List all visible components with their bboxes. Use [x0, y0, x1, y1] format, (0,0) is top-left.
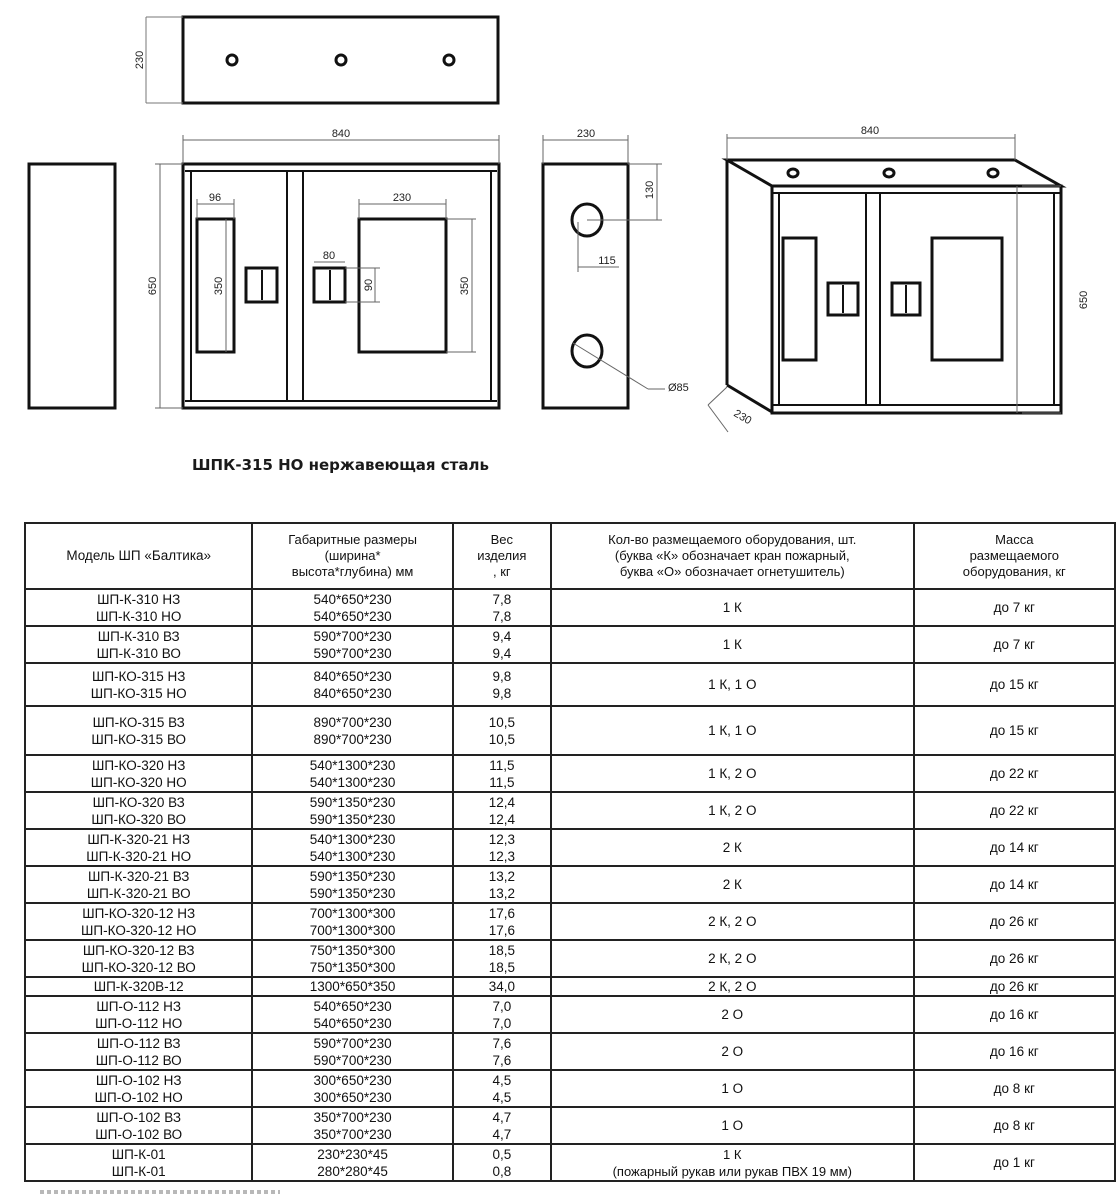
table-row: [25, 1070, 1115, 1107]
model-cell: [25, 706, 252, 755]
equipment-cell-value: 2 О: [721, 1044, 744, 1059]
equipment-cell-value: 1 К: [723, 1146, 742, 1162]
mass-cell: до 22 кг: [914, 755, 1115, 792]
model-cell: [25, 977, 252, 996]
equipment-cell: [551, 866, 914, 903]
model-cell: [25, 1070, 252, 1107]
front-width-label: 840: [331, 128, 351, 140]
model-cell-value: ШП-О-102 НЗ: [95, 1072, 182, 1088]
equipment-cell: [551, 663, 914, 706]
side-depth-label: 230: [576, 128, 596, 140]
weight-cell: [453, 1033, 551, 1070]
dimensions-cell: [252, 589, 452, 626]
weight-cell-value: 13,2: [488, 868, 515, 884]
model-cell-value: ШП-О-112 НО: [95, 1015, 183, 1031]
header-equipment-line: (буква «К» обозначает кран пожарный,: [614, 548, 850, 563]
dimensions-cell-value: 750*1350*300: [309, 942, 396, 958]
weight-cell-value: 7,6: [492, 1035, 512, 1051]
equipment-cell: [551, 589, 914, 626]
dimensions-cell: [252, 996, 452, 1033]
dimensions-cell: [252, 866, 452, 903]
dimensions-cell-value: 890*700*230: [313, 731, 392, 747]
weight-cell-value: 18,5: [488, 942, 515, 958]
weight-cell: [453, 706, 551, 755]
header-model-text: Модель ШП «Балтика»: [66, 548, 212, 563]
dimensions-cell-value: 300*650*230: [313, 1089, 392, 1105]
weight-cell: [453, 1144, 551, 1181]
model-cell-value: ШП-О-112 ВЗ: [96, 1035, 181, 1051]
dimensions-cell-value: 540*650*230: [313, 1015, 392, 1031]
table-row: [25, 755, 1115, 792]
dimensions-cell-value: 840*650*230: [313, 685, 392, 701]
model-cell-value: ШП-К-320-21 НЗ: [87, 831, 191, 847]
header-mass-line: Масса: [995, 532, 1034, 547]
model-cell-value: ШП-К-310 НО: [95, 608, 182, 624]
model-cell-value: ШП-К-320-21 ВЗ: [87, 868, 190, 884]
equipment-cell-value: 1 К, 2 О: [708, 766, 757, 781]
table-row: [25, 706, 1115, 755]
dimensions-cell-value: 700*1300*300: [309, 922, 396, 938]
table-row: [25, 829, 1115, 866]
model-cell-value: ШП-К-310 НЗ: [97, 591, 181, 607]
model-cell-value: ШП-КО-320 НО: [90, 774, 187, 790]
weight-cell-value: 10,5: [488, 714, 515, 730]
model-cell-value: ШП-К-01: [111, 1146, 166, 1162]
model-cell-value: ШП-К-320-21 НО: [86, 848, 192, 864]
weight-cell-value: 9,8: [492, 685, 512, 701]
mass-cell: до 16 кг: [914, 1033, 1115, 1070]
dimensions-cell: [252, 940, 452, 977]
weight-cell-value: 7,6: [492, 1052, 512, 1068]
hole-offset-side-label: 115: [598, 255, 616, 267]
dimensions-cell: [252, 1033, 452, 1070]
weight-cell-value: 4,5: [492, 1089, 512, 1105]
table-row: [25, 977, 1115, 996]
dimensions-cell-value: 540*650*230: [313, 998, 392, 1014]
weight-cell-value: 11,5: [489, 774, 515, 790]
right-window-width-label: 230: [392, 192, 412, 204]
mass-cell: до 26 кг: [914, 903, 1115, 940]
equipment-cell: [551, 977, 914, 996]
model-cell: [25, 626, 252, 663]
handle-height-label: 90: [363, 278, 375, 292]
mass-cell: до 8 кг: [914, 1107, 1115, 1144]
mass-cell: до 16 кг: [914, 996, 1115, 1033]
front-height-label: 650: [147, 276, 159, 296]
weight-cell-value: 10,5: [488, 731, 515, 747]
equipment-cell: [551, 792, 914, 829]
mass-cell: до 7 кг: [914, 589, 1115, 626]
model-cell-value: ШП-К-310 ВЗ: [97, 628, 180, 644]
equipment-cell-value: 1 К: [722, 637, 742, 652]
equipment-cell-value: 2 К, 2 О: [708, 979, 757, 994]
weight-cell-value: 17,6: [488, 905, 515, 921]
model-cell: [25, 1033, 252, 1070]
dimensions-cell-value: 590*1350*230: [309, 885, 396, 901]
header-mass-line: размещаемого: [969, 548, 1060, 563]
weight-cell: [453, 940, 551, 977]
dimensions-cell: [252, 1107, 452, 1144]
weight-cell: [453, 866, 551, 903]
equipment-cell: [551, 940, 914, 977]
equipment-cell-value: 1 О: [721, 1118, 744, 1133]
dimensions-cell-value: 590*700*230: [313, 645, 392, 661]
iso-height-label: 650: [1078, 290, 1090, 310]
model-cell: [25, 866, 252, 903]
model-cell-value: ШП-О-102 ВО: [95, 1126, 183, 1142]
dimensions-cell-value: 350*700*230: [313, 1109, 392, 1125]
dimensions-cell-value: 230*230*45: [317, 1146, 388, 1162]
weight-cell: [453, 626, 551, 663]
model-cell-value: ШП-КО-315 НЗ: [91, 668, 186, 684]
dimensions-cell-value: 590*700*230: [313, 628, 392, 644]
right-window-height-label: 350: [459, 276, 471, 296]
header-equipment-line: буква «О» обозначает огнетушитель): [619, 564, 845, 579]
model-cell-value: ШП-КО-320 НЗ: [91, 757, 186, 773]
dimensions-cell-value: 700*1300*300: [309, 905, 396, 921]
dimensions-cell-value: 590*1350*230: [309, 811, 396, 827]
model-cell: [25, 940, 252, 977]
equipment-cell-value: (пожарный рукав или рукав ПВХ 19 мм): [612, 1163, 852, 1179]
model-cell-value: ШП-КО-320-12 НО: [81, 922, 197, 938]
dimensions-cell-value: 300*650*230: [313, 1072, 392, 1088]
isometric-view: [708, 134, 1061, 432]
weight-cell-value: 0,8: [492, 1163, 512, 1179]
mass-cell: до 26 кг: [914, 940, 1115, 977]
model-cell-value: ШП-КО-320-12 ВО: [81, 959, 196, 975]
side-panel: [29, 164, 115, 408]
top-view-depth-label: 230: [134, 50, 146, 70]
model-cell-value: ШП-КО-320 ВО: [91, 811, 187, 827]
table-row: [25, 903, 1115, 940]
product-caption: ШПК-315 НО нержавеющая сталь: [192, 456, 489, 474]
equipment-cell-value: 1 О: [721, 1081, 744, 1096]
mass-cell: до 14 кг: [914, 866, 1115, 903]
table-row: [25, 996, 1115, 1033]
weight-cell-value: 18,5: [488, 959, 515, 975]
model-cell-value: ШП-КО-320-12 НЗ: [82, 905, 196, 921]
model-cell-value: ШП-О-102 НО: [94, 1089, 183, 1105]
weight-cell-value: 12,4: [488, 811, 515, 827]
equipment-cell-value: 1 К, 1 О: [708, 723, 757, 738]
model-cell: [25, 1107, 252, 1144]
weight-cell-value: 4,7: [492, 1126, 512, 1142]
spec-table: [24, 522, 1116, 1182]
dimensions-cell: [252, 829, 452, 866]
mass-cell: до 22 кг: [914, 792, 1115, 829]
hole-offset-top-label: 130: [644, 180, 656, 200]
mass-cell: до 8 кг: [914, 1070, 1115, 1107]
header-weight-line: , кг: [493, 564, 511, 579]
header-weight-line: Вес: [490, 532, 514, 547]
dimensions-cell-value: 890*700*230: [313, 714, 392, 730]
model-cell-value: ШП-О-102 ВЗ: [96, 1109, 181, 1125]
weight-cell: [453, 977, 551, 996]
iso-depth-label: 230: [731, 407, 754, 428]
weight-cell: [453, 1070, 551, 1107]
weight-cell-value: 12,3: [488, 848, 515, 864]
table-row: [25, 589, 1115, 626]
table-row: [25, 940, 1115, 977]
weight-cell-value: 13,2: [488, 885, 515, 901]
equipment-cell-value: 2 О: [721, 1007, 744, 1022]
equipment-cell: [551, 626, 914, 663]
equipment-cell-value: 2 К: [722, 877, 742, 892]
mass-cell: до 26 кг: [914, 977, 1115, 996]
hole-diameter-label: Ø85: [668, 382, 689, 394]
equipment-cell: [551, 996, 914, 1033]
header-dimensions-line: высота*глубина) мм: [291, 564, 414, 579]
model-cell-value: ШП-КО-320-12 ВЗ: [82, 942, 195, 958]
dimensions-cell: [252, 663, 452, 706]
table-row: [25, 1033, 1115, 1070]
table-header-row: [25, 523, 1115, 589]
model-cell: [25, 792, 252, 829]
dimensions-cell-value: 540*1300*230: [309, 831, 396, 847]
mass-cell: до 1 кг: [914, 1144, 1115, 1181]
equipment-cell-value: 1 К: [722, 600, 742, 615]
left-window-width-label: 96: [208, 192, 222, 204]
side-view: [543, 135, 665, 408]
handle-width-label: 80: [322, 250, 336, 262]
dimensions-cell: [252, 977, 452, 996]
model-cell-value: ШП-О-112 НЗ: [96, 998, 182, 1014]
model-cell-value: ШП-К-320-21 ВО: [86, 885, 191, 901]
equipment-cell: [551, 1107, 914, 1144]
weight-cell-value: 11,5: [489, 757, 515, 773]
mass-cell: до 15 кг: [914, 663, 1115, 706]
header-dimensions-line: (ширина*: [324, 548, 381, 563]
equipment-cell-value: 1 К, 2 О: [708, 803, 757, 818]
model-cell-value: ШП-КО-315 ВЗ: [92, 714, 185, 730]
dimensions-cell-value: 590*1350*230: [309, 868, 396, 884]
model-cell-value: ШП-К-01: [111, 1163, 166, 1179]
weight-cell-value: 17,6: [488, 922, 515, 938]
weight-cell-value: 7,8: [492, 608, 512, 624]
equipment-cell: [551, 829, 914, 866]
header-equipment-line: Кол-во размещаемого оборудования, шт.: [608, 532, 857, 547]
equipment-cell: [551, 1070, 914, 1107]
left-window-height-label: 350: [213, 276, 225, 296]
dimensions-cell: [252, 792, 452, 829]
table-row: [25, 792, 1115, 829]
equipment-cell-value: 2 К: [722, 840, 742, 855]
header-weight-line: изделия: [477, 548, 527, 563]
dimensions-cell-value: 540*1300*230: [309, 774, 396, 790]
header-model: [25, 523, 252, 589]
dimensions-cell-value: 750*1350*300: [309, 959, 396, 975]
weight-cell: [453, 829, 551, 866]
weight-cell-value: 7,8: [492, 591, 512, 607]
model-cell-value: ШП-О-112 ВО: [95, 1052, 182, 1068]
model-cell: [25, 903, 252, 940]
model-cell: [25, 755, 252, 792]
cut-off-footnote: [40, 1190, 280, 1194]
weight-cell: [453, 1107, 551, 1144]
equipment-cell-value: 2 К, 2 О: [708, 914, 757, 929]
front-view: [155, 135, 499, 408]
weight-cell-value: 7,0: [492, 998, 512, 1014]
weight-cell-value: 9,4: [492, 645, 512, 661]
top-view: [146, 17, 498, 103]
dimensions-cell-value: 540*1300*230: [309, 757, 396, 773]
model-cell-value: ШП-К-310 ВО: [96, 645, 181, 661]
dimensions-cell: [252, 1070, 452, 1107]
model-cell: [25, 829, 252, 866]
table-row: [25, 626, 1115, 663]
dimensions-cell-value: 840*650*230: [313, 668, 392, 684]
weight-cell-value: 34,0: [488, 979, 515, 994]
mass-cell: до 7 кг: [914, 626, 1115, 663]
weight-cell-value: 9,8: [492, 668, 512, 684]
equipment-cell: [551, 755, 914, 792]
weight-cell-value: 7,0: [492, 1015, 512, 1031]
equipment-cell: [551, 1144, 914, 1181]
model-cell-value: ШП-К-320В-12: [93, 979, 184, 994]
technical-drawing: [0, 0, 1120, 450]
dimensions-cell-value: 540*650*230: [313, 608, 392, 624]
model-cell: [25, 589, 252, 626]
dimensions-cell-value: 590*1350*230: [309, 794, 396, 810]
weight-cell: [453, 755, 551, 792]
table-row: [25, 866, 1115, 903]
model-cell-value: ШП-КО-315 ВО: [91, 731, 187, 747]
dimensions-cell: [252, 626, 452, 663]
equipment-cell-value: 1 К, 1 О: [708, 677, 757, 692]
dimensions-cell-value: 1300*650*350: [309, 979, 396, 994]
table-body: [25, 589, 1115, 1181]
mass-cell: до 14 кг: [914, 829, 1115, 866]
dimensions-cell: [252, 706, 452, 755]
model-cell: [25, 663, 252, 706]
dimensions-cell: [252, 903, 452, 940]
dimensions-cell-value: 540*650*230: [313, 591, 392, 607]
header-dimensions-line: Габаритные размеры: [288, 532, 417, 547]
weight-cell: [453, 903, 551, 940]
model-cell: [25, 996, 252, 1033]
weight-cell: [453, 589, 551, 626]
weight-cell: [453, 792, 551, 829]
model-cell-value: ШП-КО-320 ВЗ: [92, 794, 185, 810]
mass-cell: до 15 кг: [914, 706, 1115, 755]
header-dimensions: [252, 523, 452, 589]
dimensions-cell: [252, 1144, 452, 1181]
header-mass: [914, 523, 1115, 589]
weight-cell-value: 4,7: [492, 1109, 512, 1125]
header-mass-line: оборудования, кг: [962, 564, 1066, 579]
equipment-cell: [551, 706, 914, 755]
table-row: [25, 1107, 1115, 1144]
dimensions-cell-value: 350*700*230: [313, 1126, 392, 1142]
header-equipment: [551, 523, 914, 589]
table-row: [25, 663, 1115, 706]
header-weight: [453, 523, 551, 589]
dimensions-cell-value: 590*700*230: [313, 1052, 392, 1068]
weight-cell: [453, 663, 551, 706]
equipment-cell: [551, 903, 914, 940]
equipment-cell: [551, 1033, 914, 1070]
dimensions-cell-value: 590*700*230: [313, 1035, 392, 1051]
weight-cell-value: 9,4: [492, 628, 512, 644]
iso-width-label: 840: [860, 125, 880, 137]
table-row: [25, 1144, 1115, 1181]
weight-cell-value: 0,5: [492, 1146, 512, 1162]
weight-cell-value: 4,5: [492, 1072, 512, 1088]
model-cell: [25, 1144, 252, 1181]
weight-cell-value: 12,4: [488, 794, 515, 810]
weight-cell-value: 12,3: [488, 831, 515, 847]
model-cell-value: ШП-КО-315 НО: [90, 685, 187, 701]
dimensions-cell: [252, 755, 452, 792]
weight-cell: [453, 996, 551, 1033]
dimensions-cell-value: 280*280*45: [317, 1163, 388, 1179]
equipment-cell-value: 2 К, 2 О: [708, 951, 757, 966]
dimensions-cell-value: 540*1300*230: [309, 848, 396, 864]
